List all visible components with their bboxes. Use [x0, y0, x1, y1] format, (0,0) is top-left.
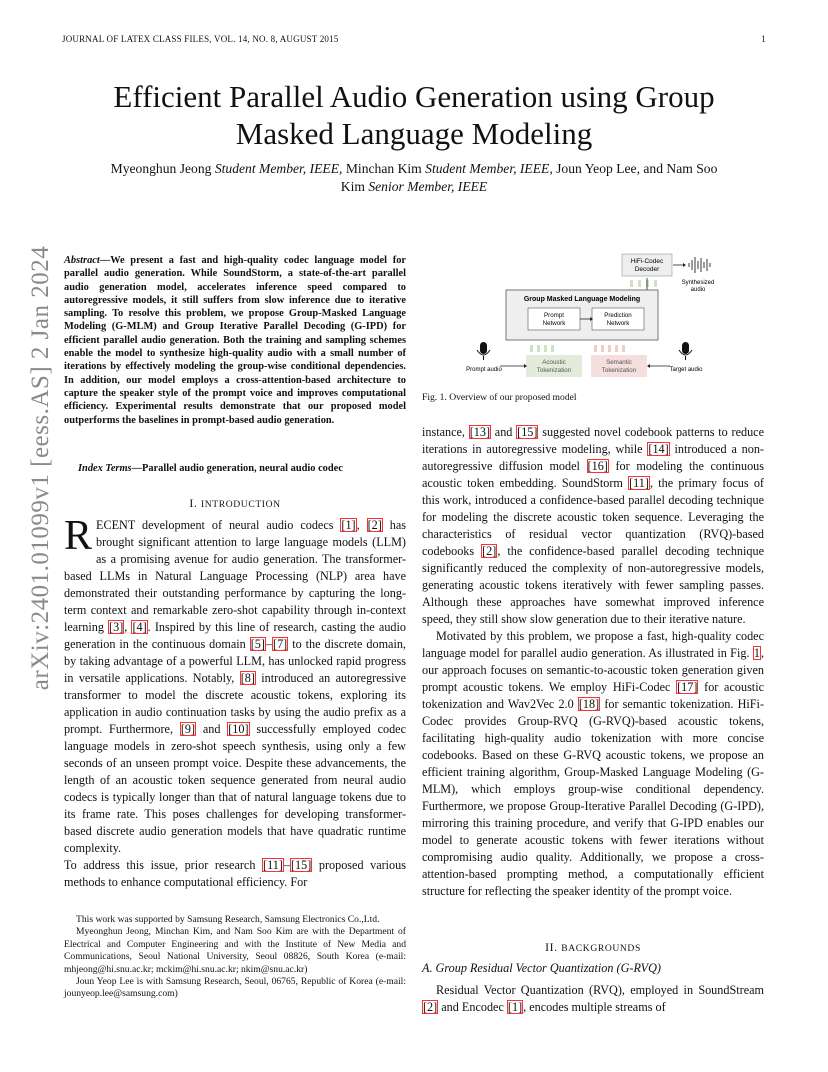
introduction-text: RECENT development of neural audio codecs [1], [2] has brought significant attention to large language models (LLM) as a promising avenue for audio generation. The transformer-based LLMs in Natural Language Processing (NLP) area have demonstrated their outstanding performance by capturing the long-term context and remarkable zero-shot capability through in-context learning [3], [4]. Inspired by this line of research, casting the audio generation in the continuous domain [5]–[7] to the discrete domain, by taking advantage of a powerful LLM, has unlocked rapid progress in versatile applications. Notably, [8] introduced an autoregressive transformer to model the discrete acoustic tokens, exploring its application in audio continuation tasks by using the audio prefix as a prompt. Furthermore, [9] and [10] successfully employed codec language models in zero-shot speech synthesis, using only a few seconds of an unseen prompt voice. Despite these advancements, the length of an acoustic token sequence generated from neural audio codecs is typically longer than that of natural language tokens due to its frame rate. This poses challenges for developing transformer-based discrete audio generation models that have quadratic runtime complexity. To address this issue, prior research [11]–[15] proposed various methods to enhance computational efficiency. For [64, 513, 407, 889]
microphone-icon [477, 342, 490, 360]
svg-text:HiFi-Codec: HiFi-Codec [630, 258, 664, 265]
svg-text:Tokenization: Tokenization [601, 367, 637, 374]
figure-overview [466, 250, 730, 385]
figure-diagram [466, 250, 730, 385]
footnotes: This work was supported by Samsung Research, Samsung Electronics Co.,Ltd. Myeonghun Jeong, Minchan Kim, and Nam Soo Kim are with the Department of Electrical and Computer Engineering and with the Institute of New Media and Communications, Seoul National University, Seoul 08826, South Korea (e-mail: mhjeong@hi.snu.ac.kr; mckim@hi.snu.ac.kr; nkim@snu.ac.kr) Joun Yeop Lee is with Samsung Research, Seoul, 06765, Republic of Korea (e-mail: jounyeop.lee@samsung.com) [64, 914, 406, 1000]
page-number: 1 [761, 34, 766, 44]
paper-title: Efficient Parallel Audio Generation using Group Masked Language Modeling [113, 79, 715, 151]
svg-text:Network: Network [542, 320, 566, 327]
svg-text:Prompt: Prompt [544, 312, 564, 319]
author-list: Myeonghun Jeong Student Member, IEEE, Minchan Kim Student Member, IEEE, Joun Yeop Lee, and Nam Soo Kim Senior Member, IEEE [110, 161, 718, 194]
subsection-heading-grvq: A. Group Residual Vector Quantization (G-RVQ) [422, 961, 661, 975]
section-heading-backgrounds: II. BACKGROUNDS [545, 940, 641, 954]
svg-text:Synthesized: Synthesized [681, 280, 715, 286]
journal-name: JOURNAL OF LATEX CLASS FILES, VOL. 14, NO. 8, AUGUST 2015 [62, 34, 339, 44]
section-heading-introduction: I. INTRODUCTION [189, 496, 281, 510]
svg-text:Network: Network [606, 320, 630, 327]
arxiv-stamp: arXiv:2401.01099v1 [eess.AS] 2 Jan 2024 [27, 245, 54, 690]
svg-text:Group Masked Language Modeling: Group Masked Language Modeling [523, 296, 641, 303]
running-header [62, 34, 766, 44]
backgrounds-text: Residual Vector Quantization (RVQ), employed in SoundStream [2] and Encodec [1], encodes multiple streams of [423, 983, 764, 1014]
index-terms: Index Terms—Parallel audio generation, neural audio codec [78, 463, 343, 474]
svg-text:audio: audio [690, 287, 706, 293]
figure-caption: Fig. 1. Overview of our proposed model [422, 392, 577, 403]
svg-text:Target audio: Target audio [669, 367, 703, 373]
svg-text:Prompt audio: Prompt audio [466, 367, 502, 373]
introduction-continued: instance, [13] and [15] suggested novel codebook patterns to reduce iterations in autoregressive modeling, while [14] introduced a non-autoregressive diffusion model [16] for modeling the continuous acoustic token embedding. SoundStorm [11], the primary focus of this work, introduced a confidence-based parallel decoding technique for modeling the discrete acoustic token sequence. Leveraging the characteristics of residual vector quantization (RVQ)-based codebooks [2], the confidence-based parallel decoding technique significantly reduced the complexity of non-autoregressive models, generating acoustic tokens iteratively with fewer sampling passes. Although these approaches have somewhat improved inference speed, they still show slow generation due to their iterative nature. Motivated by this problem, we propose a fast, high-quality codec language model for parallel audio generation. As illustrated in Fig. 1, our approach focuses on semantic-to-acoustic token generation given prompt acoustic tokens. We employ HiFi-Codec [17] for acoustic tokenization and Wav2Vec 2.0 [18] for semantic tokenization. HiFi-Codec provides Group-RVQ (G-RVQ)-based acoustic tokens, facilitating high-quality audio tokenization with more concise codebooks. Based on these G-RVQ acoustic tokens, we propose an efficient training algorithm, Group-Masked Language Modeling (G-MLM), which employs group-wise conditional dependency. Furthermore, we propose Group-Iterative Parallel Decoding (G-IPD), mirroring this training procedure, and verify that G-IPD enables our model to generate acoustic tokens with fewer iterations without compromising audio quality. Additionally, we propose a cross-attention-based prompting method, a computationally efficient structure for reflecting the speaker identity of the prompt voice. [422, 425, 765, 898]
abstract: Abstract—We present a fast and high-quality codec language model for parallel audio generation. While SoundStorm, a state-of-the-art parallel audio generation model, accelerates inference speed compared to autoregressive models, it still suffers from slow inference due to iterative sampling. To resolve this problem, we propose Group-Masked Language Modeling (G-MLM) and Group Iterative Parallel Decoding (G-IPD) for efficient parallel audio generation. Both the training and sampling schemes enable the model to synthesize high-quality audio with a small number of iterations by effectively modeling the group-wise conditional dependencies. In addition, our model employs a cross-attention-based architecture to capture the speaker style of the prompt voice and improves computational efficiency. Experimental results demonstrate that our proposed model outperforms the baselines in prompt-based audio generation. [64, 255, 406, 426]
svg-text:Acoustic: Acoustic [542, 359, 566, 366]
svg-text:Tokenization: Tokenization [536, 367, 572, 374]
microphone-icon [679, 342, 692, 360]
svg-text:Semantic: Semantic [606, 359, 632, 366]
svg-text:Prediction: Prediction [604, 312, 632, 319]
svg-text:Decoder: Decoder [634, 266, 660, 273]
